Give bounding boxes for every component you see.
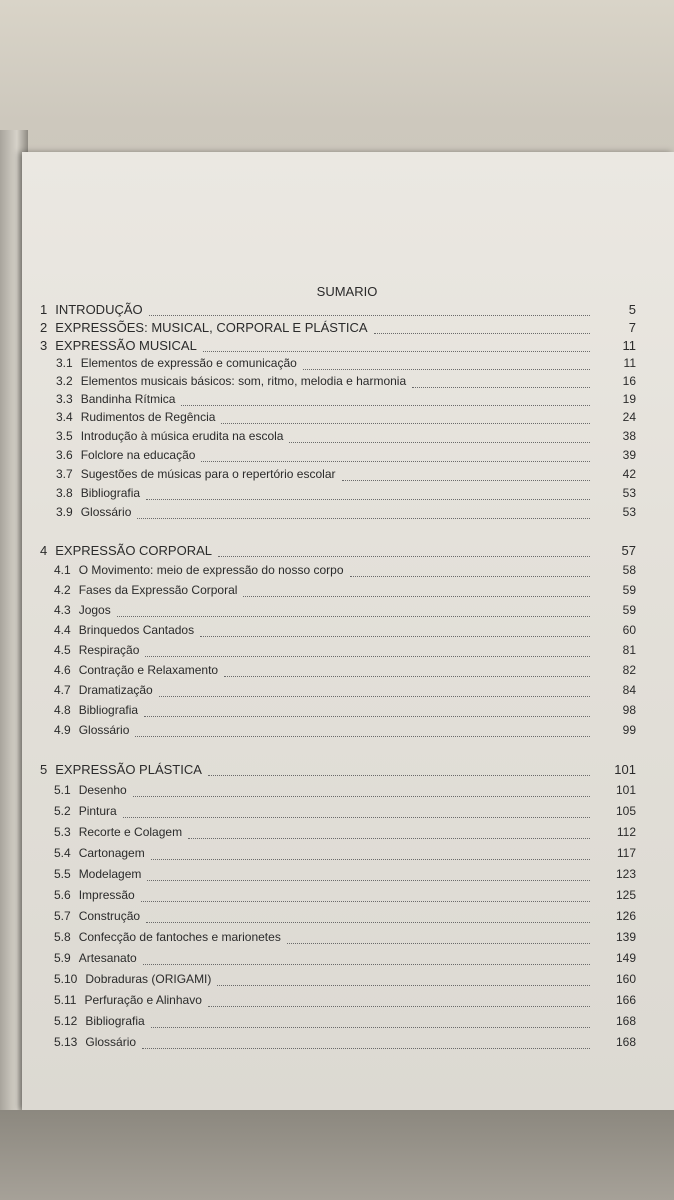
toc-subentry <box>40 1035 636 1051</box>
toc-subentry <box>40 643 636 659</box>
entry-number: 3.3 <box>56 392 73 406</box>
toc-entry-1 <box>40 302 636 318</box>
entry-title: Contração e Relaxamento <box>78 663 219 677</box>
entry-page: 82 <box>622 663 636 677</box>
dot-leader <box>412 377 590 388</box>
toc-subentry <box>40 467 636 483</box>
entry-number: 4.8 <box>54 703 71 717</box>
page-title: SUMARIO <box>316 284 378 299</box>
toc-subentry <box>40 563 636 579</box>
dot-leader <box>123 807 590 818</box>
entry-page: 126 <box>615 909 636 923</box>
dot-leader <box>243 586 590 597</box>
entry-page: 60 <box>622 623 636 637</box>
entry-number: 3.4 <box>56 410 73 424</box>
entry-title: Bibliografia <box>80 486 141 500</box>
entry-number: 5 <box>40 762 48 777</box>
entry-title: EXPRESSÃO MUSICAL <box>55 338 197 353</box>
entry-page: 139 <box>615 930 636 944</box>
entry-page: 59 <box>622 583 636 597</box>
toc-subentry <box>40 825 636 841</box>
entry-title: Dramatização <box>78 683 153 697</box>
entry-number: 5.9 <box>54 951 71 965</box>
entry-title: Modelagem <box>78 867 142 881</box>
entry-number: 4.1 <box>54 563 71 577</box>
entry-number: 4.7 <box>54 683 71 697</box>
entry-title: Confecção de fantoches e marionetes <box>78 930 281 944</box>
toc-subentry <box>40 993 636 1009</box>
entry-title: Glossário <box>78 723 130 737</box>
entry-number: 4.4 <box>54 623 71 637</box>
dot-leader <box>224 666 590 677</box>
toc-subentry <box>40 392 636 408</box>
entry-page: 105 <box>615 804 636 818</box>
toc-subentry <box>40 603 636 619</box>
dot-leader <box>141 891 590 902</box>
dot-leader <box>117 606 590 617</box>
entry-number: 4 <box>40 543 48 558</box>
entry-number: 5.12 <box>54 1014 78 1028</box>
entry-title: Jogos <box>78 603 111 617</box>
entry-title: Impressão <box>78 888 135 902</box>
dot-leader <box>201 451 590 462</box>
entry-page: 7 <box>628 320 636 335</box>
dot-leader <box>374 323 590 334</box>
entry-title: Artesanato <box>78 951 137 965</box>
entry-title: Sugestões de músicas para o repertório escolar <box>80 467 336 481</box>
dot-leader <box>151 1017 590 1028</box>
dot-leader <box>289 432 590 443</box>
entry-number: 3.2 <box>56 374 73 388</box>
dot-leader <box>221 413 590 424</box>
entry-number: 3.8 <box>56 486 73 500</box>
entry-number: 3.5 <box>56 429 73 443</box>
entry-page: 166 <box>615 993 636 1007</box>
entry-title: Elementos de expressão e comunicação <box>80 356 297 370</box>
entry-page: 5 <box>628 302 636 317</box>
dot-leader <box>188 828 590 839</box>
toc-subentry <box>40 356 636 372</box>
entry-page: 149 <box>615 951 636 965</box>
dot-leader <box>146 489 590 500</box>
entry-page: 101 <box>615 783 636 797</box>
entry-page: 59 <box>622 603 636 617</box>
entry-page: 168 <box>615 1014 636 1028</box>
dot-leader <box>303 359 590 370</box>
toc-subentry <box>40 683 636 699</box>
toc-subentry <box>40 723 636 739</box>
dot-leader <box>142 1038 590 1049</box>
entry-number: 5.11 <box>54 993 77 1007</box>
toc-subentry <box>40 1014 636 1030</box>
entry-number: 5.3 <box>54 825 71 839</box>
toc-subentry <box>40 783 636 799</box>
toc-subentry <box>40 429 636 445</box>
entry-page: 84 <box>622 683 636 697</box>
dot-leader <box>146 912 590 923</box>
entry-title: Introdução à música erudita na escola <box>80 429 284 443</box>
toc-entry-3 <box>40 338 636 354</box>
entry-title: O Movimento: meio de expressão do nosso corpo <box>78 563 344 577</box>
entry-title: Rudimentos de Regência <box>80 410 216 424</box>
dot-leader <box>147 870 590 881</box>
toc-subentry <box>40 972 636 988</box>
entry-title: Desenho <box>78 783 127 797</box>
dot-leader <box>181 395 590 406</box>
entry-page: 125 <box>615 888 636 902</box>
entry-number: 3.9 <box>56 505 73 519</box>
dot-leader <box>208 765 590 776</box>
entry-title: Elementos musicais básicos: som, ritmo, melodia e harmonia <box>80 374 407 388</box>
entry-title: Construção <box>78 909 141 923</box>
entry-number: 3.7 <box>56 467 73 481</box>
dot-leader <box>287 933 590 944</box>
dot-leader <box>151 849 590 860</box>
entry-title: INTRODUÇÃO <box>55 302 143 317</box>
entry-page: 24 <box>622 410 636 424</box>
entry-page: 101 <box>614 762 636 777</box>
entry-number: 4.6 <box>54 663 71 677</box>
entry-page: 168 <box>615 1035 636 1049</box>
toc-subentry <box>40 888 636 904</box>
toc-subentry <box>40 663 636 679</box>
entry-number: 3.1 <box>56 356 73 370</box>
dot-leader <box>135 726 590 737</box>
entry-page: 123 <box>615 867 636 881</box>
entry-title: Bandinha Rítmica <box>80 392 176 406</box>
entry-number: 1 <box>40 302 48 317</box>
entry-page: 112 <box>616 825 636 839</box>
entry-page: 53 <box>622 505 636 519</box>
toc-subentry <box>40 804 636 820</box>
toc-subentry <box>40 930 636 946</box>
entry-number: 3 <box>40 338 48 353</box>
toc-subentry <box>40 505 636 521</box>
entry-number: 4.2 <box>54 583 71 597</box>
entry-page: 98 <box>622 703 636 717</box>
entry-title: Dobraduras (ORIGAMI) <box>85 972 212 986</box>
entry-page: 81 <box>622 643 636 657</box>
dot-leader <box>133 786 590 797</box>
entry-title: Brinquedos Cantados <box>78 623 195 637</box>
entry-number: 5.2 <box>54 804 71 818</box>
dot-leader <box>350 566 591 577</box>
entry-number: 2 <box>40 320 48 335</box>
toc-subentry <box>40 951 636 967</box>
entry-title: EXPRESSÃO CORPORAL <box>55 543 213 558</box>
entry-page: 53 <box>622 486 636 500</box>
entry-number: 4.9 <box>54 723 71 737</box>
dot-leader <box>208 996 590 1007</box>
entry-number: 4.5 <box>54 643 71 657</box>
entry-number: 3.6 <box>56 448 73 462</box>
entry-number: 5.10 <box>54 972 78 986</box>
entry-page: 11 <box>622 338 636 353</box>
toc-subentry <box>40 448 636 464</box>
dot-leader <box>144 706 590 717</box>
entry-page: 38 <box>622 429 636 443</box>
entry-number: 5.6 <box>54 888 71 902</box>
toc-subentry <box>40 867 636 883</box>
dot-leader <box>217 975 590 986</box>
entry-page: 57 <box>621 543 636 558</box>
entry-page: 11 <box>623 356 636 370</box>
toc-subentry <box>40 374 636 390</box>
entry-title: Glossário <box>85 1035 137 1049</box>
entry-page: 39 <box>622 448 636 462</box>
entry-title: Cartonagem <box>78 846 145 860</box>
entry-number: 5.7 <box>54 909 71 923</box>
toc-subentry <box>40 909 636 925</box>
dot-leader <box>218 546 590 557</box>
entry-title: Fases da Expressão Corporal <box>78 583 238 597</box>
dot-leader <box>149 305 590 316</box>
toc-entry-2 <box>40 320 636 336</box>
entry-page: 16 <box>622 374 636 388</box>
toc-subentry <box>40 846 636 862</box>
entry-title: Bibliografia <box>85 1014 145 1028</box>
entry-number: 5.5 <box>54 867 71 881</box>
dot-leader <box>200 626 590 637</box>
entry-title: Recorte e Colagem <box>78 825 183 839</box>
entry-page: 160 <box>615 972 636 986</box>
entry-title: Pintura <box>78 804 117 818</box>
toc-subentry <box>40 410 636 426</box>
dot-leader <box>159 686 590 697</box>
entry-title: Respiração <box>78 643 140 657</box>
entry-number: 5.1 <box>54 783 71 797</box>
table-surface <box>0 1110 674 1200</box>
entry-title: Glossário <box>80 505 132 519</box>
dot-leader <box>145 646 590 657</box>
toc-entry-5 <box>40 762 636 778</box>
entry-title: Folclore na educação <box>80 448 196 462</box>
entry-page: 19 <box>622 392 636 406</box>
entry-number: 5.13 <box>54 1035 78 1049</box>
entry-page: 58 <box>622 563 636 577</box>
toc-subentry <box>40 583 636 599</box>
entry-title: Bibliografia <box>78 703 139 717</box>
entry-number: 4.3 <box>54 603 71 617</box>
toc-subentry <box>40 486 636 502</box>
entry-title: EXPRESSÕES: MUSICAL, CORPORAL E PLÁSTICA <box>55 320 368 335</box>
entry-title: Perfuração e Alinhavo <box>84 993 202 1007</box>
entry-title: EXPRESSÃO PLÁSTICA <box>55 762 202 777</box>
dot-leader <box>342 470 591 481</box>
dot-leader <box>137 508 590 519</box>
toc-entry-4 <box>40 543 636 559</box>
entry-page: 42 <box>622 467 636 481</box>
entry-page: 99 <box>622 723 636 737</box>
entry-page: 117 <box>616 846 636 860</box>
entry-number: 5.4 <box>54 846 71 860</box>
dot-leader <box>203 341 590 352</box>
dot-leader <box>143 954 590 965</box>
entry-number: 5.8 <box>54 930 71 944</box>
toc-subentry <box>40 703 636 719</box>
toc-subentry <box>40 623 636 639</box>
